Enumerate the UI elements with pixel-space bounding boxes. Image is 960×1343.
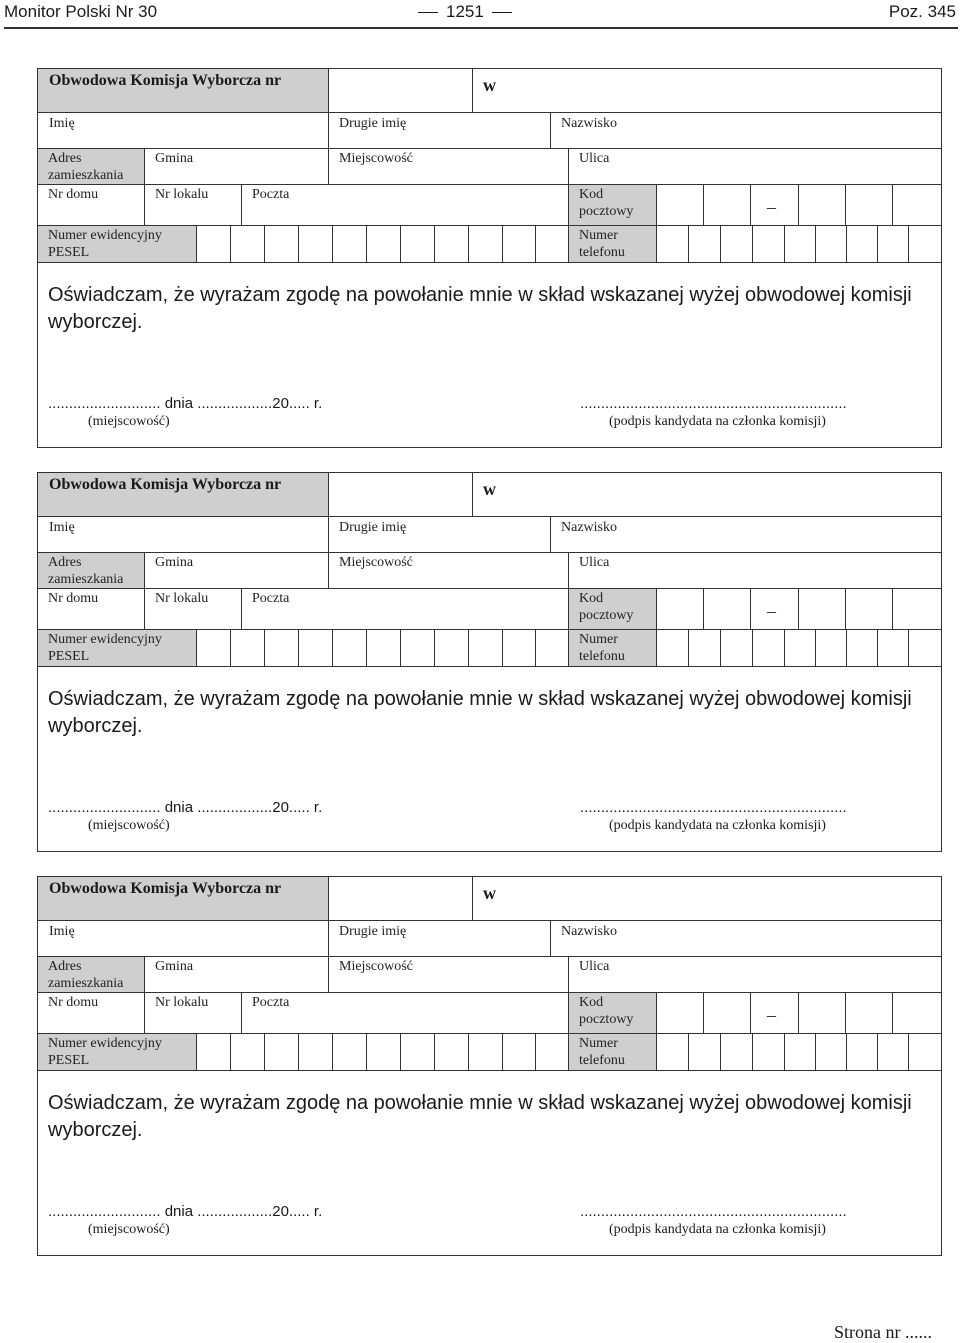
flat-number-field[interactable] — [144, 992, 242, 1034]
pesel-digit-box[interactable] — [264, 225, 299, 263]
street-field[interactable] — [568, 148, 942, 185]
pesel-digit-box[interactable] — [332, 225, 367, 263]
surname-field[interactable] — [550, 516, 942, 553]
pesel-digit-box[interactable] — [264, 1033, 299, 1071]
phone-label-cell — [568, 225, 657, 263]
house-number-field[interactable] — [37, 184, 145, 226]
phone-label-cell — [568, 1033, 657, 1071]
house-number-label: Nr domu — [48, 995, 99, 1010]
consent-declaration: Oświadczam, że wyrażam zgodę na powołanie mnie w skład wskazanej wyżej obwodowej komisji wyborczej. — [48, 688, 912, 737]
commission-title-cell — [37, 68, 329, 113]
locality-label: Miejscowość — [339, 151, 413, 166]
address-label-cell — [37, 148, 145, 185]
pesel-digit-box[interactable] — [298, 225, 333, 263]
locality-label: Miejscowość — [339, 555, 413, 570]
candidate-form-2 — [37, 472, 942, 852]
place-caption: (miejscowość) — [88, 414, 170, 429]
phone-digit-box[interactable] — [752, 629, 785, 667]
signature-caption: (podpis kandydata na członka komisji) — [609, 414, 826, 429]
address-label: Adres zamieszkania — [48, 555, 124, 587]
phone-digit-box[interactable] — [784, 629, 816, 667]
pesel-digit-box[interactable] — [298, 1033, 333, 1071]
commune-field[interactable] — [144, 148, 329, 185]
surname-field[interactable] — [550, 920, 942, 957]
postal-digit-box[interactable] — [656, 184, 704, 226]
postal-digit-box[interactable] — [892, 588, 942, 630]
phone-digit-box[interactable] — [656, 225, 689, 263]
commune-field[interactable] — [144, 552, 329, 589]
post-office-label: Poczta — [252, 591, 290, 606]
pesel-digit-box[interactable] — [366, 629, 401, 667]
street-field[interactable] — [568, 552, 942, 589]
postal-digit-box[interactable] — [656, 992, 704, 1034]
commission-number-field[interactable] — [328, 472, 473, 517]
commission-title: Obwodowa Komisja Wyborcza nr — [49, 476, 282, 493]
house-number-label: Nr domu — [48, 591, 99, 606]
pesel-digit-box[interactable] — [502, 1033, 536, 1071]
pesel-label-cell — [37, 225, 197, 263]
postal-code-label: Kod pocztowy — [579, 591, 634, 623]
pesel-digit-box[interactable] — [332, 629, 367, 667]
address-label: Adres zamieszkania — [48, 151, 124, 183]
pesel-digit-box[interactable] — [230, 629, 265, 667]
pesel-digit-box[interactable] — [434, 225, 469, 263]
pesel-digit-box[interactable] — [400, 1033, 435, 1071]
in-label: w — [483, 479, 496, 499]
flat-number-field[interactable] — [144, 588, 242, 630]
pesel-label: Numer ewidencyjny PESEL — [48, 632, 162, 664]
phone-label-cell — [568, 629, 657, 667]
place-caption: (miejscowość) — [88, 818, 170, 833]
pesel-digit-box[interactable] — [264, 629, 299, 667]
locality-field[interactable] — [328, 148, 569, 185]
signature-caption: (podpis kandydata na członka komisji) — [609, 1222, 826, 1237]
candidate-form-1 — [37, 68, 942, 448]
pesel-digit-box[interactable] — [502, 629, 536, 667]
page-footer-label: Strona nr ...... — [834, 1322, 932, 1342]
pesel-digit-box[interactable] — [468, 1033, 503, 1071]
phone-label: Numer telefonu — [579, 228, 625, 260]
commission-location-field[interactable] — [472, 472, 942, 517]
postal-digit-box[interactable] — [703, 184, 751, 226]
postal-digit-box[interactable] — [703, 992, 751, 1034]
pesel-digit-box[interactable] — [196, 1033, 231, 1071]
flat-number-label: Nr lokalu — [155, 187, 209, 202]
pesel-digit-box[interactable] — [332, 1033, 367, 1071]
pesel-digit-box[interactable] — [468, 629, 503, 667]
pesel-digit-box[interactable] — [366, 1033, 401, 1071]
address-label: Adres zamieszkania — [48, 959, 124, 991]
second-name-field[interactable] — [328, 112, 551, 149]
pesel-digit-box[interactable] — [434, 629, 469, 667]
commission-number-field[interactable] — [328, 876, 473, 921]
phone-digit-box[interactable] — [784, 225, 816, 263]
surname-label: Nazwisko — [561, 116, 617, 131]
phone-digit-box[interactable] — [784, 1033, 816, 1071]
header-rule — [4, 27, 958, 29]
postal-digit-box[interactable] — [845, 992, 893, 1034]
postal-code-dash: – — [767, 1005, 776, 1025]
pesel-digit-box[interactable] — [400, 629, 435, 667]
position-number: Poz. 345 — [888, 2, 956, 21]
street-label: Ulica — [579, 555, 610, 570]
page-number: 1251 — [410, 2, 520, 22]
in-label: w — [483, 883, 496, 903]
postal-digit-box[interactable] — [656, 588, 704, 630]
postal-code-label-cell — [568, 992, 657, 1034]
phone-digit-box[interactable] — [908, 1033, 942, 1071]
in-label: w — [483, 75, 496, 95]
first-name-label: Imię — [49, 116, 75, 131]
postal-code-label-cell — [568, 588, 657, 630]
first-name-field[interactable] — [37, 516, 329, 553]
phone-digit-box[interactable] — [752, 225, 785, 263]
house-number-field[interactable] — [37, 588, 145, 630]
phone-digit-box[interactable] — [846, 225, 878, 263]
locality-field[interactable] — [328, 956, 569, 993]
phone-digit-box[interactable] — [720, 1033, 753, 1071]
phone-digit-box[interactable] — [720, 629, 753, 667]
place-caption: (miejscowość) — [88, 1222, 170, 1237]
post-office-field[interactable] — [241, 992, 569, 1034]
phone-digit-box[interactable] — [656, 1033, 689, 1071]
address-label-cell — [37, 956, 145, 993]
surname-label: Nazwisko — [561, 520, 617, 535]
postal-digit-box[interactable] — [798, 588, 846, 630]
phone-digit-box[interactable] — [846, 1033, 878, 1071]
pesel-digit-box[interactable] — [230, 225, 265, 263]
postal-digit-box[interactable] — [892, 184, 942, 226]
pesel-digit-box[interactable] — [535, 629, 569, 667]
postal-digit-box[interactable] — [703, 588, 751, 630]
phone-digit-box[interactable] — [720, 225, 753, 263]
second-name-field[interactable] — [328, 920, 551, 957]
pesel-digit-box[interactable] — [535, 225, 569, 263]
commune-label: Gmina — [155, 555, 194, 570]
consent-declaration: Oświadczam, że wyrażam zgodę na powołanie mnie w skład wskazanej wyżej obwodowej komisji wyborczej. — [48, 284, 912, 333]
postal-code-dash: – — [767, 601, 776, 621]
publication-name: Monitor Polski Nr 30 — [4, 2, 158, 21]
commission-title: Obwodowa Komisja Wyborcza nr — [49, 880, 282, 897]
commune-label: Gmina — [155, 151, 194, 166]
phone-label: Numer telefonu — [579, 632, 625, 664]
pesel-digit-box[interactable] — [535, 1033, 569, 1071]
pesel-label: Numer ewidencyjny PESEL — [48, 228, 162, 260]
post-office-field[interactable] — [241, 588, 569, 630]
postal-digit-box[interactable] — [798, 184, 846, 226]
phone-digit-box[interactable] — [688, 225, 721, 263]
postal-code-label-cell — [568, 184, 657, 226]
pesel-label-cell — [37, 629, 197, 667]
second-name-label: Drugie imię — [339, 116, 407, 131]
phone-digit-box[interactable] — [688, 1033, 721, 1071]
candidate-form-3 — [37, 876, 942, 1256]
pesel-label-cell — [37, 1033, 197, 1071]
post-office-field[interactable] — [241, 184, 569, 226]
page-header — [0, 0, 960, 30]
phone-digit-box[interactable] — [688, 629, 721, 667]
pesel-digit-box[interactable] — [230, 1033, 265, 1071]
commune-label: Gmina — [155, 959, 194, 974]
phone-digit-box[interactable] — [815, 1033, 847, 1071]
locality-field[interactable] — [328, 552, 569, 589]
consent-declaration: Oświadczam, że wyrażam zgodę na powołanie mnie w skład wskazanej wyżej obwodowej komisji wyborczej. — [48, 1092, 912, 1141]
phone-digit-box[interactable] — [815, 225, 847, 263]
pesel-label: Numer ewidencyjny PESEL — [48, 1036, 162, 1068]
street-label: Ulica — [579, 151, 610, 166]
postal-code-label: Kod pocztowy — [579, 995, 634, 1027]
address-label-cell — [37, 552, 145, 589]
phone-digit-box[interactable] — [846, 629, 878, 667]
street-field[interactable] — [568, 956, 942, 993]
first-name-field[interactable] — [37, 112, 329, 149]
flat-number-field[interactable] — [144, 184, 242, 226]
surname-label: Nazwisko — [561, 924, 617, 939]
second-name-field[interactable] — [328, 516, 551, 553]
phone-digit-box[interactable] — [877, 225, 909, 263]
post-office-label: Poczta — [252, 995, 290, 1010]
phone-digit-box[interactable] — [656, 629, 689, 667]
second-name-label: Drugie imię — [339, 924, 407, 939]
pesel-digit-box[interactable] — [366, 225, 401, 263]
postal-digit-box[interactable] — [892, 992, 942, 1034]
postal-digit-box[interactable] — [798, 992, 846, 1034]
surname-field[interactable] — [550, 112, 942, 149]
flat-number-label: Nr lokalu — [155, 591, 209, 606]
postal-code-dash: – — [767, 197, 776, 217]
pesel-digit-box[interactable] — [468, 225, 503, 263]
commune-field[interactable] — [144, 956, 329, 993]
place-date-line[interactable]: ........................... dnia ..................20..... r. — [48, 799, 323, 816]
postal-digit-box[interactable] — [845, 184, 893, 226]
commission-location-field[interactable] — [472, 876, 942, 921]
postal-digit-box[interactable] — [845, 588, 893, 630]
signature-line[interactable]: ................................................................ — [580, 1203, 847, 1220]
signature-caption: (podpis kandydata na członka komisji) — [609, 818, 826, 833]
signature-line[interactable]: ................................................................ — [580, 395, 847, 412]
pesel-digit-box[interactable] — [434, 1033, 469, 1071]
pesel-digit-box[interactable] — [400, 225, 435, 263]
house-number-label: Nr domu — [48, 187, 99, 202]
postal-code-label: Kod pocztowy — [579, 187, 634, 219]
pesel-digit-box[interactable] — [196, 629, 231, 667]
phone-digit-box[interactable] — [908, 225, 942, 263]
place-date-line[interactable]: ........................... dnia ..................20..... r. — [48, 1203, 323, 1220]
pesel-digit-box[interactable] — [196, 225, 231, 263]
commission-title: Obwodowa Komisja Wyborcza nr — [49, 72, 282, 89]
phone-digit-box[interactable] — [752, 1033, 785, 1071]
post-office-label: Poczta — [252, 187, 290, 202]
phone-digit-box[interactable] — [815, 629, 847, 667]
commission-number-field[interactable] — [328, 68, 473, 113]
pesel-digit-box[interactable] — [502, 225, 536, 263]
second-name-label: Drugie imię — [339, 520, 407, 535]
first-name-label: Imię — [49, 924, 75, 939]
phone-digit-box[interactable] — [908, 629, 942, 667]
commission-title-cell — [37, 472, 329, 517]
first-name-label: Imię — [49, 520, 75, 535]
house-number-field[interactable] — [37, 992, 145, 1034]
signature-line[interactable]: ................................................................ — [580, 799, 847, 816]
locality-label: Miejscowość — [339, 959, 413, 974]
place-date-line[interactable]: ........................... dnia ..................20..... r. — [48, 395, 323, 412]
pesel-digit-box[interactable] — [298, 629, 333, 667]
commission-title-cell — [37, 876, 329, 921]
first-name-field[interactable] — [37, 920, 329, 957]
flat-number-label: Nr lokalu — [155, 995, 209, 1010]
phone-digit-box[interactable] — [877, 1033, 909, 1071]
commission-location-field[interactable] — [472, 68, 942, 113]
phone-label: Numer telefonu — [579, 1036, 625, 1068]
street-label: Ulica — [579, 959, 610, 974]
phone-digit-box[interactable] — [877, 629, 909, 667]
